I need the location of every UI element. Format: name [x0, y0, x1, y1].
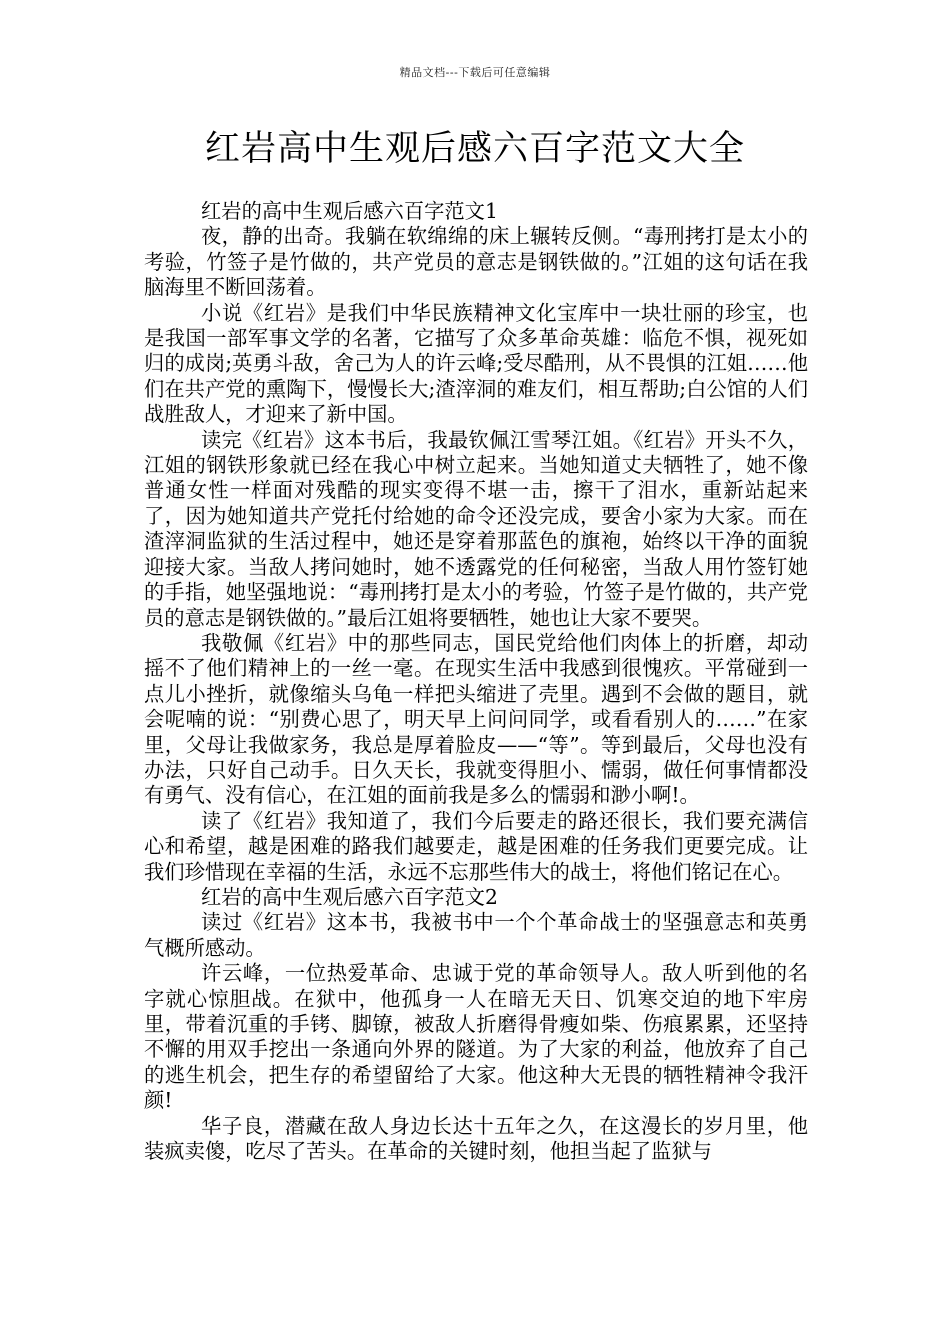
paragraph: 许云峰，一位热爱革命、忠诚于党的革命领导人。敌人听到他的名字就心惊胆战。在狱中，他孤身一人在暗无天日、饥寒交迫的地下牢房里，带着沉重的手铐、脚镣，被敌人折磨得骨瘦如柴、伤痕累累，还坚持不懈的用双手挖出一条通向外界的隧道。为了大家的利益，他放弃了自己的逃生机会，把生存的希望留给了大家。他这种大无畏的牺牲精神令我汗颜!	[144, 961, 808, 1113]
section-heading-2: 红岩的高中生观后感六百字范文2	[201, 884, 498, 909]
paragraph: 小说《红岩》是我们中华民族精神文化宝库中一块壮丽的珍宝，也是我国一部军事文学的名著，它描写了众多革命英雄：临危不惧，视死如归的成岗;英勇斗敌，舍己为人的许云峰;受尽酷刑，从不畏惧的江姐……他们在共产党的熏陶下，慢慢长大;渣滓洞的难友们，相互帮助;白公馆的人们战胜敌人，才迎来了新中国。	[144, 300, 808, 427]
paragraph: 读完《红岩》这本书后，我最钦佩江雪琴江姐。《红岩》开头不久，江姐的钢铁形象就已经在我心中树立起来。当她知道丈夫牺牲了，她不像普通女性一样面对残酷的现实变得不堪一击，擦干了泪水，重新站起来了，因为她知道共产党托付给她的命令还没完成，要舍小家为大家。而在渣滓洞监狱的生活过程中，她还是穿着那蓝色的旗袍，始终以干净的面貌迎接大家。当敌人拷问她时，她不透露党的任何秘密，当敌人用竹签钉她的手指，她坚强地说：“毒刑拷打是太小的考验，竹签子是竹做的，共产党员的意志是钢铁做的。”最后江姐将要牺牲，她也让大家不要哭。	[144, 427, 808, 630]
paragraph: 夜，静的出奇。我躺在软绵绵的床上辗转反侧。“毒刑拷打是太小的考验，竹签子是竹做的，共产党员的意志是钢铁做的。”江姐的这句话在我脑海里不断回荡着。	[144, 224, 808, 300]
page-header: 精品文档---下载后可任意编辑	[399, 66, 551, 79]
document-title: 红岩高中生观后感六百字范文大全	[204, 129, 745, 169]
paragraph: 华子良，潜藏在敌人身边长达十五年之久，在这漫长的岁月里，他装疯卖傻，吃尽了苦头。在革命的关键时刻，他担当起了监狱与	[144, 1113, 808, 1164]
paragraph: 读了《红岩》我知道了，我们今后要走的路还很长，我们要充满信心和希望，越是困难的路我们越要走，越是困难的任务我们更要完成。让我们珍惜现在幸福的生活，永远不忘那些伟大的战士，将他们铭记在心。	[144, 808, 808, 884]
document-body	[144, 199, 808, 1164]
section-heading-1: 红岩的高中生观后感六百字范文1	[201, 199, 498, 223]
paragraph: 我敬佩《红岩》中的那些同志，国民党给他们肉体上的折磨，却动摇不了他们精神上的一丝一毫。在现实生活中我感到很愧疚。平常碰到一点儿小挫折，就像缩头乌龟一样把头缩进了壳里。遇到不会做的题目，就会呢喃的说：“别费心思了，明天早上问问同学，或看看别人的……”在家里，父母让我做家务，我总是厚着脸皮——“等”。等到最后，父母也没有办法，只好自己动手。日久天长，我就变得胆小、懦弱，做任何事情都没有勇气、没有信心，在江姐的面前我是多么的懦弱和渺小啊!。	[144, 630, 808, 808]
paragraph: 读过《红岩》这本书，我被书中一个个革命战士的坚强意志和英勇气概所感动。	[144, 910, 808, 960]
